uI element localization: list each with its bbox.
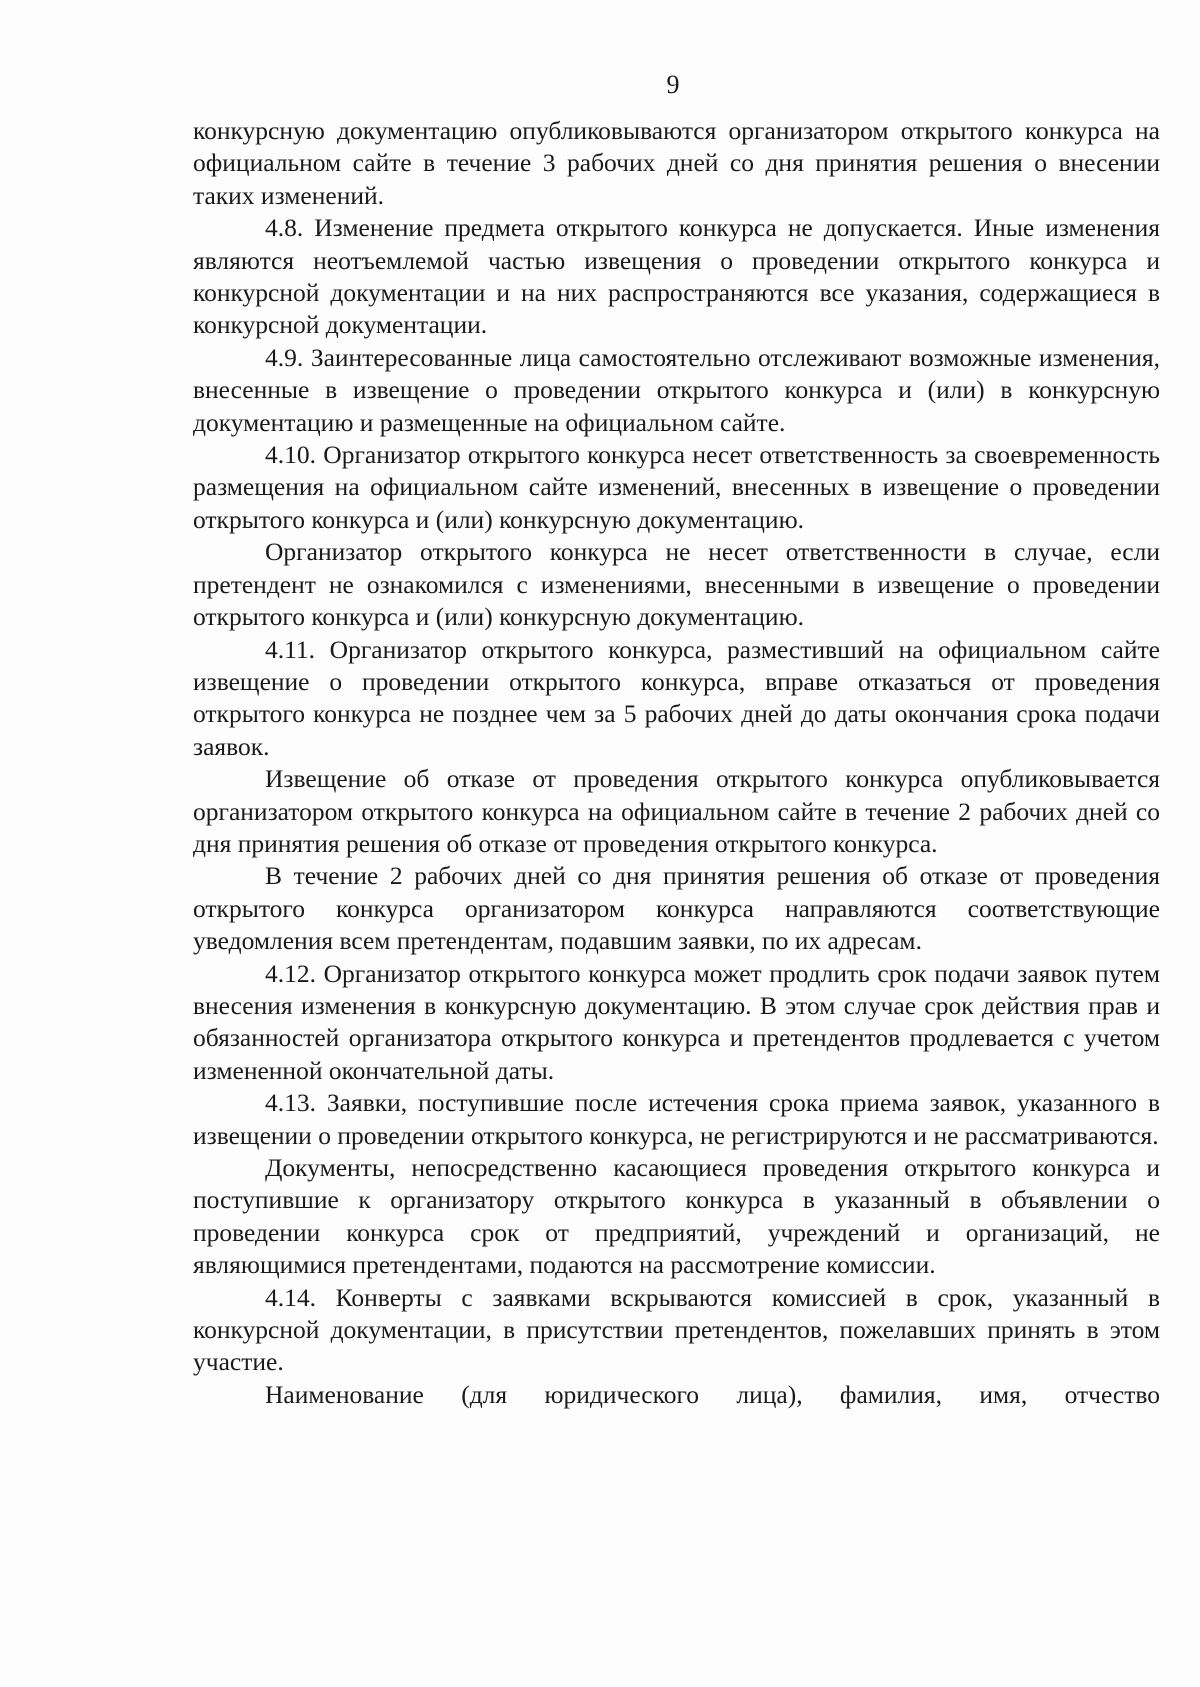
paragraph-4-14: 4.14. Конверты с заявками вскрываются комиссией в срок, указанный в конкурсной документации, в присутствии претендентов, пожелавших принять в этом участие. xyxy=(193,1282,1160,1377)
paragraph-4-13: 4.13. Заявки, поступившие после истечения срока приема заявок, указанного в извещении о проведении открытого конкурса, не регистрируются и не рассматриваются. xyxy=(193,1088,1160,1150)
paragraph-4-10: 4.10. Организатор открытого конкурса несет ответственность за своевременность размещения на официальном сайте изменений, внесенных в извещение о проведении открытого конкурса и (или) конкурсную документацию. xyxy=(193,440,1160,534)
paragraph-4-11: 4.11. Организатор открытого конкурса, разместивший на официальном сайте извещение о проведении открытого конкурса, вправе отказаться от проведения открытого конкурса не позднее чем за 5 рабочих дней до даты окончания срока подачи заявок. xyxy=(193,634,1160,761)
page-number: 9 xyxy=(666,70,680,99)
paragraph-continuation: конкурсную документацию опубликовываются организатором открытого конкурса на официальном сайте в течение 3 рабочих дней со дня принятия решения о внесении таких изменений. xyxy=(193,116,1160,210)
paragraph-4-13-documents: Документы, непосредственно касающиеся проведения открытого конкурса и поступившие к организатору открытого конкурса в указанный в объявлении о проведении конкурса срок от предприятий, учреждений и организаций, не являющимися претендентами, подаются на рассмотрение комиссии. xyxy=(193,1153,1160,1280)
paragraph-4-8: 4.8. Изменение предмета открытого конкурса не допускается. Иные изменения являются неотъемлемой частью извещения о проведении открытого конкурса и конкурсной документации и на них распространяются все указания, содержащиеся в конкурсной документации. xyxy=(193,213,1160,340)
document-body xyxy=(193,115,1160,1411)
paragraph-4-10-responsibility: Организатор открытого конкурса не несет ответственности в случае, если претендент не ознакомился с изменениями, внесенными в извещение о проведении открытого конкурса и (или) конкурсную документацию. xyxy=(193,537,1160,632)
paragraph-4-14-naming: Наименование (для юридического лица), фамилия, имя, отчество xyxy=(265,1379,1160,1409)
paragraph-4-12: 4.12. Организатор открытого конкурса может продлить срок подачи заявок путем внесения изменения в конкурсную документацию. В этом случае срок действия прав и обязанностей организатора открытого конкурса и претендентов продлевается с учетом измененной окончательной даты. xyxy=(193,958,1160,1085)
paragraph-4-11-notifications: В течение 2 рабочих дней со дня принятия решения об отказе от проведения открытого конкурса организатором конкурса направляются соответствующие уведомления всем претендентам, подавшим заявки, по их адресам. xyxy=(193,861,1160,956)
paragraph-4-9: 4.9. Заинтересованные лица самостоятельно отслеживают возможные изменения, внесенные в извещение о проведении открытого конкурса и (или) в конкурсную документацию и размещенные на официальном сайте. xyxy=(193,342,1160,437)
paragraph-4-11-notice: Извещение об отказе от проведения открытого конкурса опубликовывается организатором открытого конкурса на официальном сайте в течение 2 рабочих дней со дня принятия решения об отказе от проведения открытого конкурса. xyxy=(193,764,1160,858)
